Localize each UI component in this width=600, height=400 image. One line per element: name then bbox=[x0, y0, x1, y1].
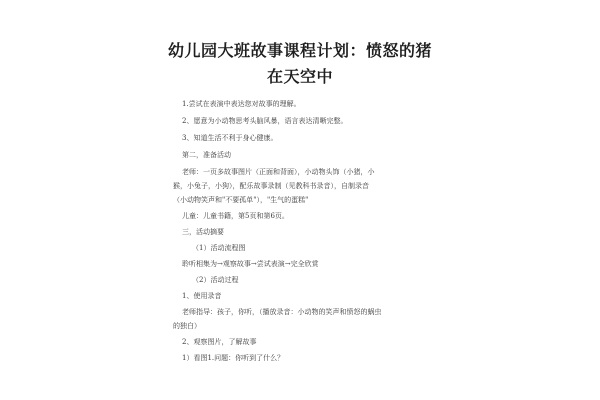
section-heading-summary: 三，活动摘要 bbox=[182, 228, 224, 236]
teacher-materials-line-1: 老师：一页多故事图片（正面和背面），小动物头饰（小猪，小 bbox=[182, 168, 375, 176]
teacher-materials-line-2: 猴，小兔子，小狗），配乐故事录制（见教科书录音），自制录音 bbox=[173, 182, 369, 190]
objective-1: 1.尝试在表演中表达您对故事的理解。 bbox=[182, 100, 301, 108]
flowchart-heading: （1）活动流程图 bbox=[192, 244, 246, 252]
objective-3: 3、知道生活不利于身心健康。 bbox=[182, 134, 278, 142]
teacher-guidance-line-2: 的独白） bbox=[173, 322, 201, 330]
step-1-heading: 1、使用录音 bbox=[182, 292, 222, 300]
children-materials: 儿童：儿童书籍，第5页和第6页。 bbox=[182, 212, 289, 220]
step-2-heading: 2、观察图片，了解故事 bbox=[182, 338, 257, 346]
section-heading-preparation: 第二，准备活动 bbox=[182, 151, 231, 159]
document-title-line-1: 幼儿园大班故事课程计划：愤怒的猪 bbox=[167, 41, 432, 60]
teacher-guidance-line-1: 老师指导：孩子，你听，（播放录音：小动物的笑声和愤怒的蜗虫 bbox=[182, 308, 382, 316]
objective-2: 2、愿意为小动物思考头脑风暴，语言表达清晰完整。 bbox=[182, 117, 348, 125]
teacher-materials-line-3: （小动物笑声和"不要孤单"），"生气的蛋糕" bbox=[173, 196, 309, 204]
process-heading: （2）活动过程 bbox=[192, 276, 239, 284]
flowchart-steps: 聆听相集为→观察故事→尝试表演→完全欣赏 bbox=[182, 260, 319, 268]
question-1: 1）看图1.问题：你听到了什么？ bbox=[182, 354, 285, 362]
document-title-line-2: 在天空中 bbox=[266, 67, 333, 86]
